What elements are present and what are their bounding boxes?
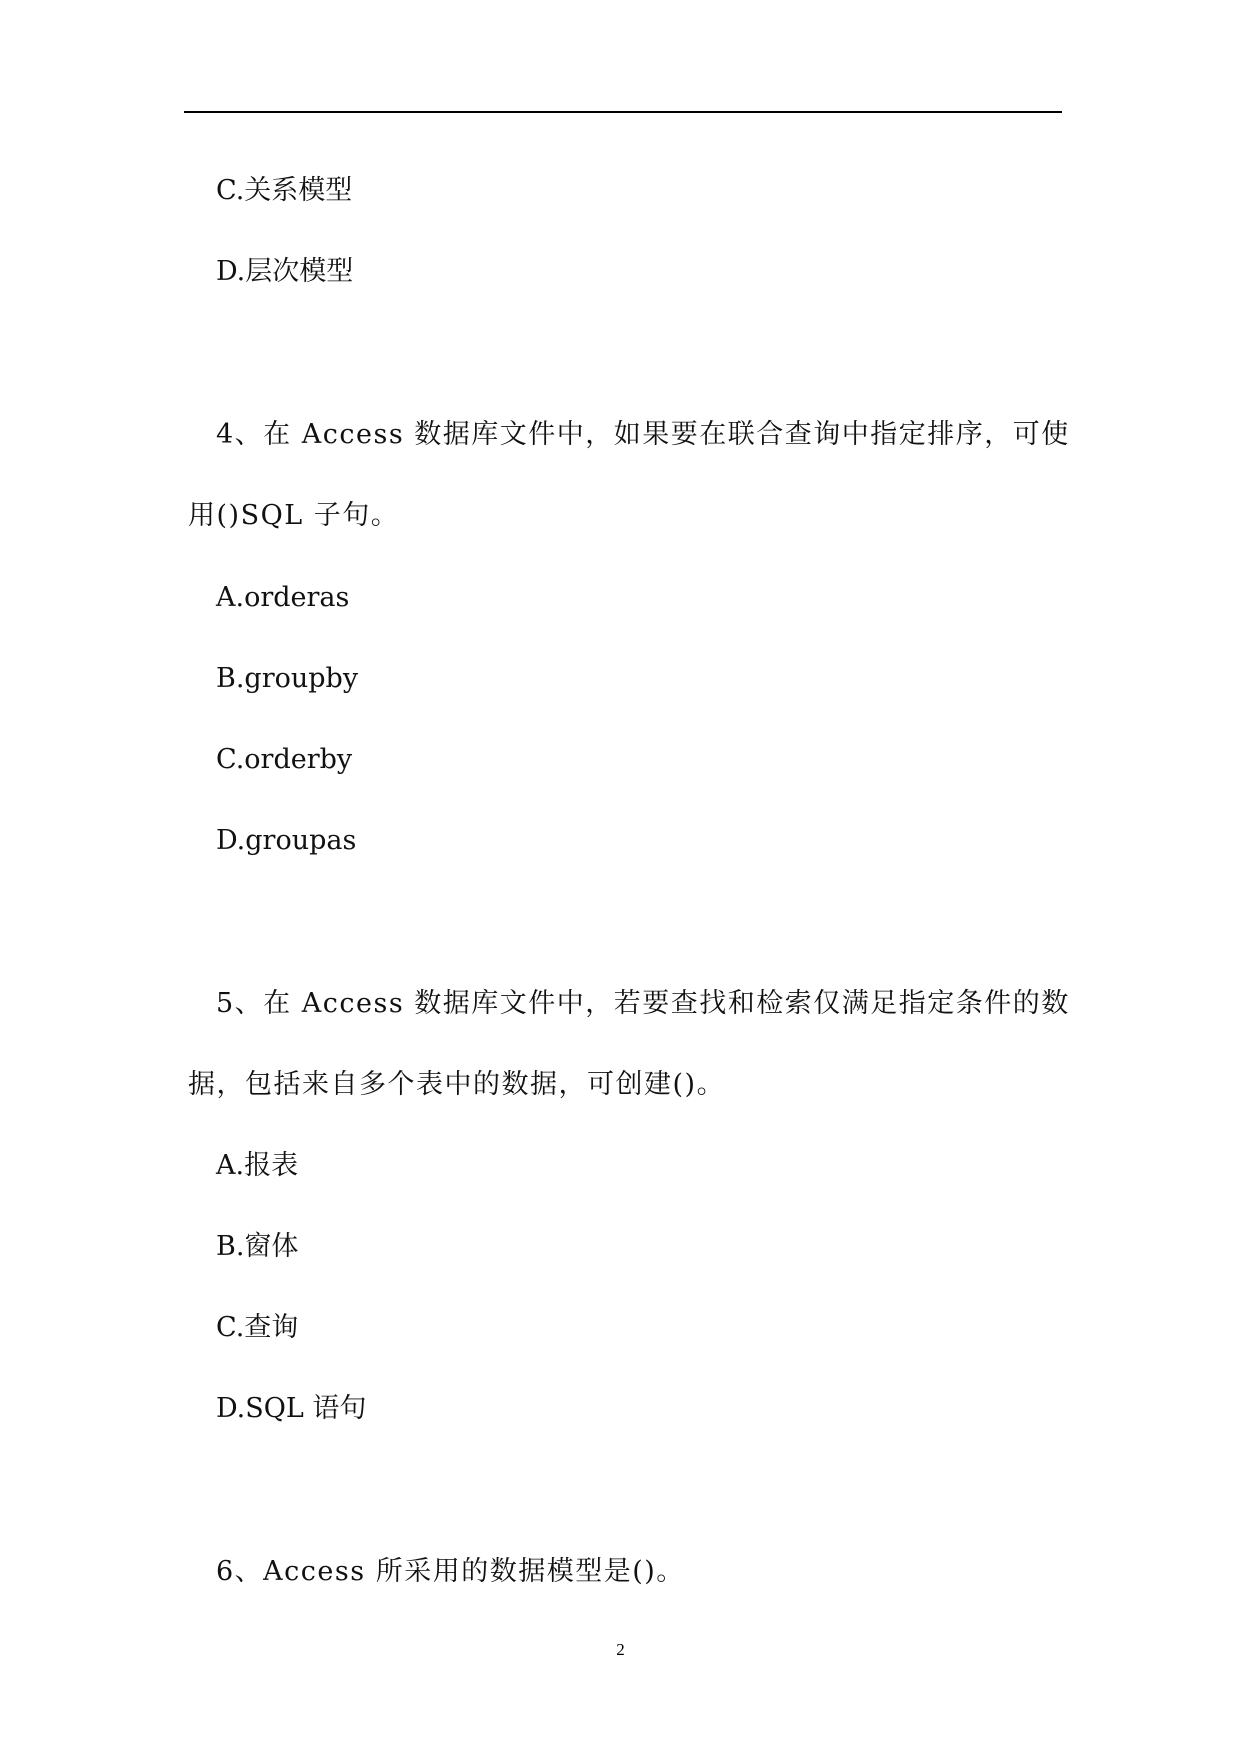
option-4a: A.orderas [216,582,350,613]
question-5: 5、在 Access 数据库文件中，若要查找和检索仅满足指定条件的数 [216,988,1070,1019]
question-4-cont: 用()SQL 子句。 [188,500,400,531]
option-5d: D.SQL 语句 [216,1393,367,1424]
option-5a: A.报表 [216,1150,299,1181]
option-3c: C.关系模型 [216,175,353,206]
question-6: 6、Access 所采用的数据模型是()。 [216,1556,685,1587]
option-3d: D.层次模型 [216,256,354,287]
option-4d: D.groupas [216,825,357,856]
page-number: 2 [616,1640,625,1659]
question-4: 4、在 Access 数据库文件中，如果要在联合查询中指定排序，可使 [216,419,1070,450]
header-rule [184,111,1062,113]
option-4c: C.orderby [216,744,353,775]
option-5b: B.窗体 [216,1231,299,1262]
question-5-cont: 据，包括来自多个表中的数据，可创建()。 [188,1069,726,1100]
option-4b: B.groupby [216,663,359,694]
option-5c: C.查询 [216,1312,299,1343]
